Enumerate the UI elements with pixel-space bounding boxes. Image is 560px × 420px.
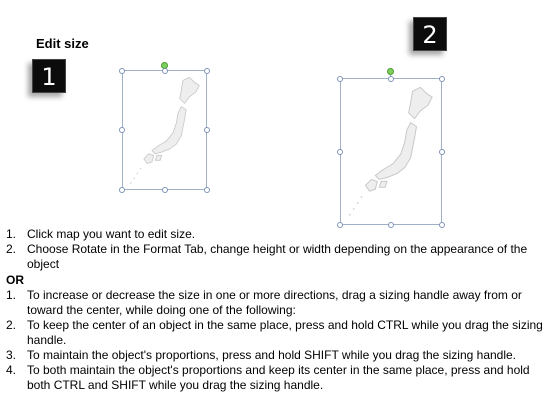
sizing-handle-right[interactable]: [439, 149, 445, 155]
sizing-handle-left[interactable]: [119, 127, 125, 133]
sizing-handle-bottom-left[interactable]: [119, 187, 125, 193]
sizing-handle-top-right[interactable]: [439, 76, 445, 82]
sizing-handle-bottom-right[interactable]: [204, 187, 210, 193]
page-title: Edit size: [36, 36, 89, 51]
list-item: 3. To maintain the object's proportions, press and hold SHIFT while you drag the sizing handle.: [6, 348, 517, 362]
sizing-handle-left[interactable]: [337, 149, 343, 155]
step-badge-1: 1: [32, 59, 66, 93]
list-item: 2. To keep the center of an object in the same place, press and hold CTRL while you drag the sizing handle.: [6, 318, 543, 347]
list-item: 2. Choose Rotate in the Format Tab, change height or width depending on the appearance of the object: [6, 242, 528, 271]
sizing-handle-bottom[interactable]: [162, 187, 168, 193]
steps-list-b: [6, 288, 554, 393]
list-item: 4. To both maintain the object's proportions and keep its center in the same place, press and hold both CTRL and SHIFT while you drag the sizing handle.: [6, 363, 530, 392]
steps-list-a: [6, 227, 554, 272]
rotate-handle[interactable]: [387, 68, 394, 75]
list-item: 1. Click map you want to edit size.: [6, 227, 196, 241]
japan-map-icon: [342, 82, 440, 222]
sizing-handle-right[interactable]: [204, 127, 210, 133]
sizing-handle-top-left[interactable]: [119, 68, 125, 74]
sizing-handle-top-left[interactable]: [337, 76, 343, 82]
sizing-handle-top[interactable]: [162, 68, 168, 74]
step-badge-2: 2: [413, 17, 447, 51]
instructions: [6, 227, 554, 393]
japan-map-icon: [124, 74, 206, 188]
sizing-handle-top[interactable]: [388, 76, 394, 82]
sizing-handle-top-right[interactable]: [204, 68, 210, 74]
or-separator: OR: [6, 273, 24, 287]
list-item: 1. To increase or decrease the size in one or more directions, drag a sizing handle away from or toward the center, while doing one of the following:: [6, 288, 522, 317]
